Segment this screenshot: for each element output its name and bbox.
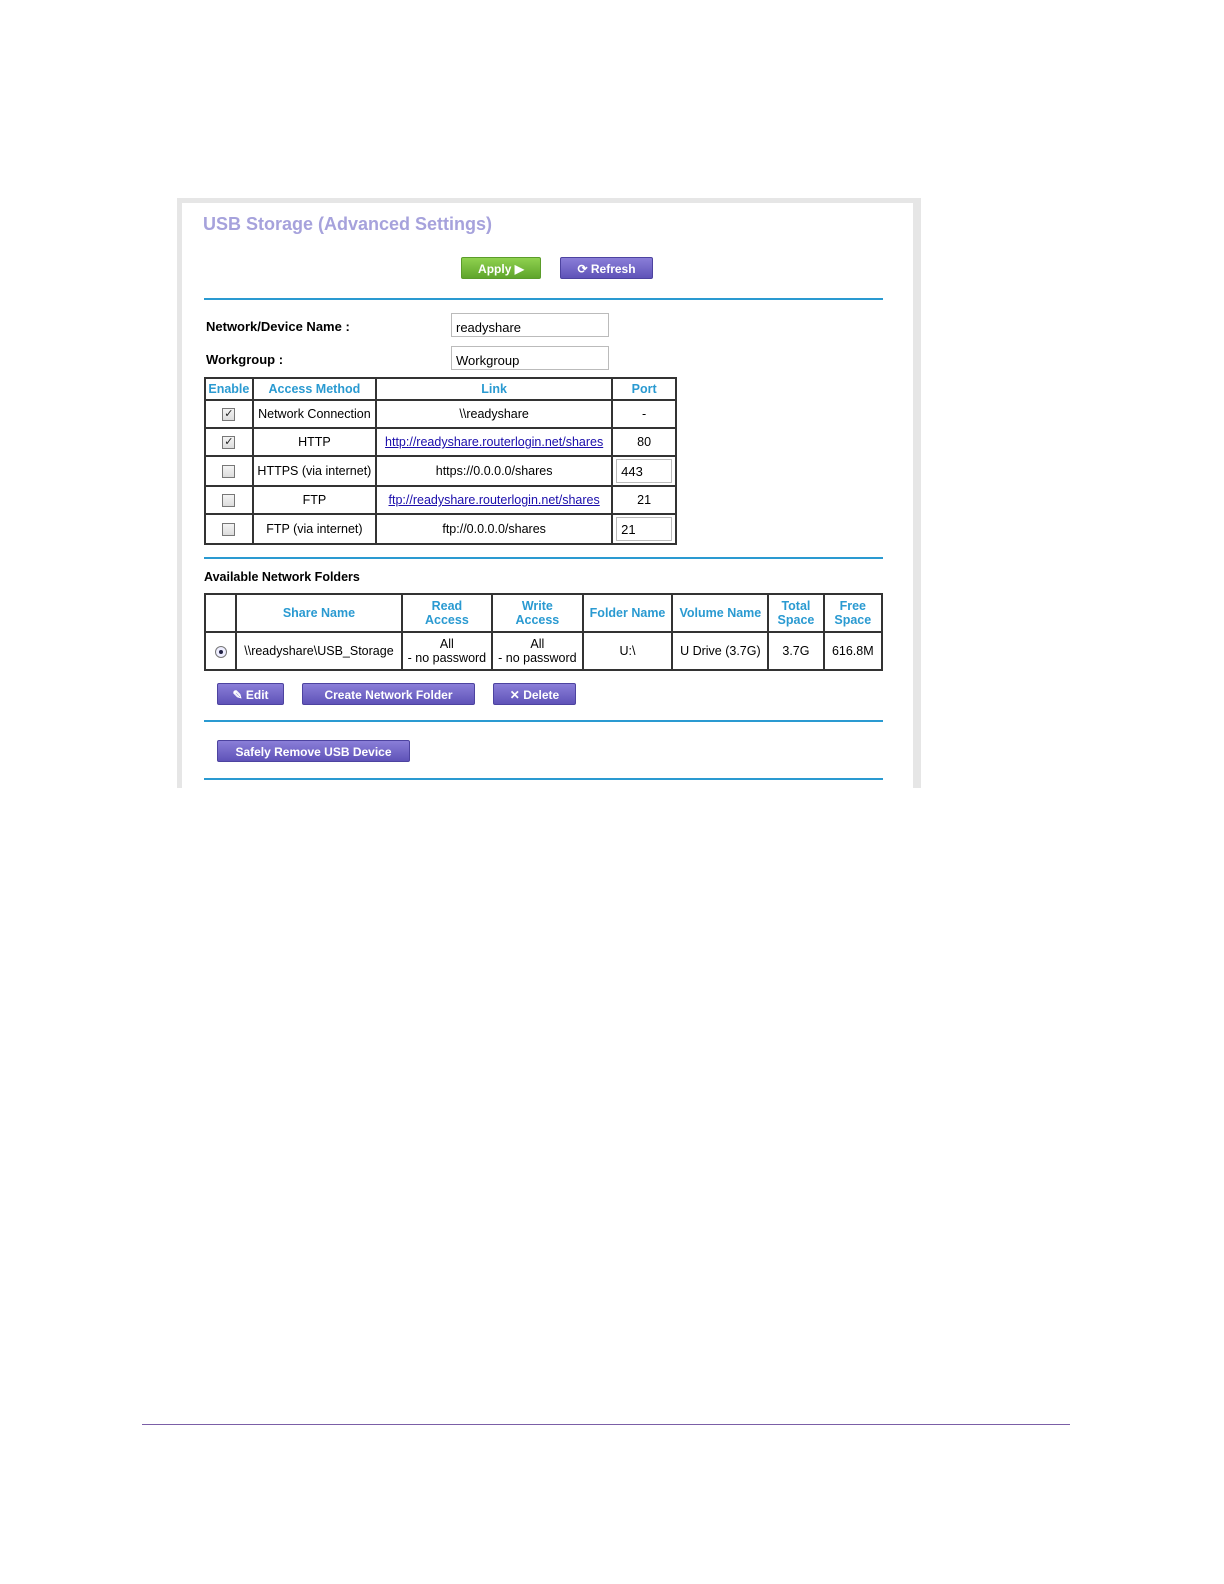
header-share-name: Share Name: [236, 594, 401, 632]
http-share-link[interactable]: http://readyshare.routerlogin.net/shares: [385, 435, 604, 449]
write-access-cell: [492, 632, 582, 670]
table-row: [205, 632, 882, 670]
divider: [204, 720, 883, 722]
enable-checkbox[interactable]: [222, 494, 235, 507]
method-cell: HTTPS (via internet): [253, 456, 376, 486]
enable-cell: [205, 400, 253, 428]
header-total-space-line2: Space: [777, 613, 815, 627]
safely-remove-button-label: Safely Remove USB Device: [235, 745, 392, 759]
apply-button[interactable]: [461, 257, 541, 279]
method-cell: HTTP: [253, 428, 376, 456]
read-access-cell: [402, 632, 492, 670]
apply-button-label: Apply ▶: [478, 262, 524, 276]
header-access-method: Access Method: [253, 378, 376, 400]
device-name-input[interactable]: [451, 313, 609, 337]
pencil-icon: ✎: [232, 688, 243, 702]
header-read-access-line1: Read: [431, 599, 463, 613]
link-cell: ftp://0.0.0.0/shares: [376, 514, 612, 544]
select-cell: [205, 632, 236, 670]
access-method-table: [204, 377, 677, 545]
link-cell: \\readyshare: [376, 400, 612, 428]
table-row: [205, 400, 676, 428]
enable-cell: [205, 486, 253, 514]
enable-cell: [205, 514, 253, 544]
port-cell: 21: [612, 486, 676, 514]
total-space-cell: 3.7G: [768, 632, 823, 670]
create-network-folder-button[interactable]: [302, 683, 475, 705]
port-cell: [612, 456, 676, 486]
folder-name-cell: U:\: [583, 632, 673, 670]
enable-cell: [205, 428, 253, 456]
header-link: Link: [376, 378, 612, 400]
write-access-line1: All: [530, 637, 545, 651]
read-access-line2: - no password: [407, 651, 487, 665]
refresh-button[interactable]: [560, 257, 653, 279]
share-name-cell: \\readyshare\USB_Storage: [236, 632, 401, 670]
header-free-space-line2: Space: [834, 613, 872, 627]
settings-panel: [182, 203, 913, 788]
port-cell: -: [612, 400, 676, 428]
table-row: [205, 486, 676, 514]
network-folders-table: [204, 593, 883, 671]
create-folder-button-label: Create Network Folder: [324, 688, 453, 702]
method-cell: Network Connection: [253, 400, 376, 428]
device-name-label: Network/Device Name :: [206, 319, 350, 334]
header-total-space: [768, 594, 823, 632]
divider: [204, 557, 883, 559]
free-space-cell: 616.8M: [824, 632, 882, 670]
write-access-line2: - no password: [498, 651, 577, 665]
access-table-header: [205, 378, 676, 400]
enable-checkbox[interactable]: [222, 465, 235, 478]
edit-button[interactable]: [217, 683, 284, 705]
edit-button-label: Edit: [245, 688, 269, 702]
link-cell: [376, 486, 612, 514]
delete-button[interactable]: [493, 683, 576, 705]
page-title: USB Storage (Advanced Settings): [203, 214, 493, 234]
volume-name-cell: U Drive (3.7G): [672, 632, 768, 670]
settings-frame: [177, 198, 921, 788]
header-read-access-line2: Access: [424, 613, 469, 627]
workgroup-input[interactable]: [451, 346, 609, 370]
https-port-input[interactable]: 443: [616, 459, 672, 483]
read-access-line1: All: [439, 637, 454, 651]
header-folder-name: Folder Name: [583, 594, 673, 632]
header-write-access: [492, 594, 582, 632]
refresh-button-label: Refresh: [590, 262, 636, 276]
header-select: [205, 594, 236, 632]
header-volume-name: Volume Name: [672, 594, 768, 632]
table-row: [205, 456, 676, 486]
enable-checkbox[interactable]: [222, 523, 235, 536]
header-port: Port: [612, 378, 676, 400]
header-read-access: [402, 594, 492, 632]
method-cell: FTP (via internet): [253, 514, 376, 544]
table-row: [205, 428, 676, 456]
divider: [204, 298, 883, 300]
header-write-access-line1: Write: [521, 599, 553, 613]
enable-checkbox[interactable]: ✓: [224, 408, 234, 421]
header-free-space: [824, 594, 882, 632]
delete-button-label: Delete: [523, 688, 560, 702]
header-write-access-line2: Access: [515, 613, 560, 627]
folder-select-radio[interactable]: [215, 646, 227, 658]
folders-table-header: [205, 594, 882, 632]
safely-remove-usb-button[interactable]: [217, 740, 410, 762]
refresh-icon: ⟳: [577, 262, 588, 276]
header-enable: Enable: [205, 378, 253, 400]
enable-checkbox[interactable]: ✓: [224, 436, 234, 449]
port-cell: 80: [612, 428, 676, 456]
divider: [204, 778, 883, 780]
workgroup-label: Workgroup :: [206, 352, 284, 367]
ftp-internet-port-input[interactable]: 21: [616, 517, 672, 541]
port-cell: [612, 514, 676, 544]
close-icon: ✕: [509, 688, 520, 702]
available-folders-label: Available Network Folders: [204, 570, 360, 584]
link-cell: [376, 428, 612, 456]
header-free-space-line1: Free: [839, 599, 866, 613]
page-footer-rule: [142, 1424, 1070, 1425]
ftp-share-link[interactable]: ftp://readyshare.routerlogin.net/shares: [388, 493, 600, 507]
method-cell: FTP: [253, 486, 376, 514]
table-row: [205, 514, 676, 544]
enable-cell: [205, 456, 253, 486]
header-total-space-line1: Total: [781, 599, 811, 613]
link-cell: https://0.0.0.0/shares: [376, 456, 612, 486]
